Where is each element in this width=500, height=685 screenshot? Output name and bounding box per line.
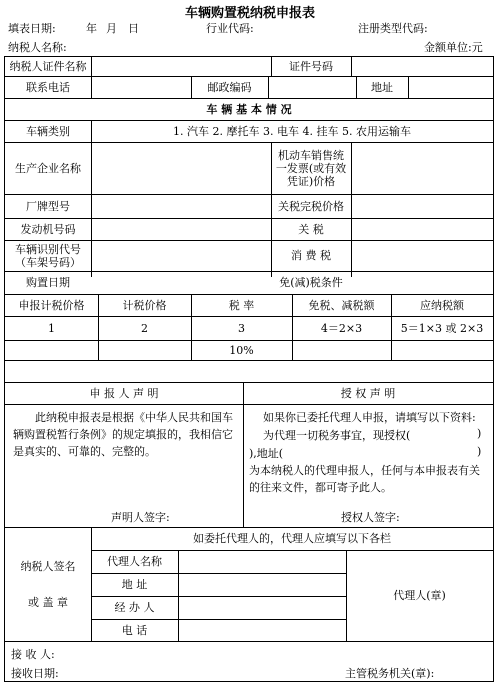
- tax-column-number: 5＝1×3 或 2×3: [400, 321, 484, 335]
- agent-address-label: 地 址: [121, 578, 148, 591]
- declaration-title: 申 报 人 声 明: [89, 386, 159, 400]
- declarant-signature-label: 声明人签字:: [111, 511, 170, 524]
- agent-name-label: 代理人名称: [107, 555, 162, 568]
- tax-column-number: 1: [48, 321, 55, 335]
- day-label: 日: [128, 22, 139, 35]
- customs-value-label: 关税完税价格: [278, 199, 344, 213]
- year-label: 年: [86, 22, 97, 35]
- tax-column-number: 2: [141, 321, 148, 335]
- vin-label: 车辆识别代号（车架号码）: [15, 242, 81, 269]
- rule: [268, 76, 269, 98]
- agent-seal-label: 代理人(章): [393, 589, 446, 602]
- tax-header: 应纳税额: [420, 298, 464, 312]
- or-seal-label: 或 盖 章: [28, 595, 68, 609]
- phone-label: 联系电话: [26, 80, 70, 94]
- taxpayer-name-label: 纳税人名称:: [8, 41, 67, 54]
- vehicle-type-options: 1. 汽车 2. 摩托车 3. 电车 4. 挂车 5. 农用运输车: [173, 124, 411, 138]
- engine-number-label: 发动机号码: [20, 222, 76, 236]
- agent-phone-label: 电 话: [121, 623, 148, 637]
- rule: [91, 57, 92, 98]
- tax-rate-value: 10%: [229, 343, 254, 357]
- fill-date-label: 填表日期:: [8, 22, 56, 35]
- industry-code-label: 行业代码:: [206, 22, 254, 35]
- authorization-line-2-end: ): [477, 427, 482, 440]
- authorization-line-2: 为代理一切税务事宜，现授权(: [263, 429, 411, 442]
- authorization-line-3: ),地址(: [249, 447, 284, 460]
- manufacturer-label: 生产企业名称: [15, 161, 81, 175]
- tax-declaration-form: [4, 56, 494, 682]
- tax-column-number: 3: [238, 321, 245, 335]
- declaration-text: 此纳税申报表是根据《中华人民共和国车辆购置税暂行条例》的规定填报的，我相信它是真实的、可靠的、完整的。: [13, 411, 233, 458]
- authorization-line-3-end: ): [477, 445, 482, 458]
- agent-banner: 如委托代理人的，代理人应填写以下各栏: [193, 532, 391, 545]
- rule: [351, 142, 352, 277]
- consumption-tax-label: 消 费 税: [291, 249, 331, 262]
- purchase-date-label: 购置日期: [26, 276, 70, 289]
- receiver-label: 接 收 人:: [11, 648, 55, 661]
- authorization-line-4: 为本纳税人的代理申报人，任何与本申报表有关的往来文件，都可寄予此人。: [249, 464, 480, 494]
- id-type-label: 纳税人证件名称: [9, 60, 87, 73]
- rule: [5, 641, 493, 642]
- address-label: 地址: [371, 80, 393, 94]
- tax-office-seal-label: 主管税务机关(章):: [345, 667, 435, 680]
- rule: [5, 360, 493, 361]
- authorization-line-1: 如果你已委托代理人申报，请填写以下资料:: [263, 411, 476, 424]
- postcode-label: 邮政编码: [207, 80, 252, 94]
- tax-header: 税 率: [228, 298, 255, 312]
- taxpayer-sign-label: 纳税人签名: [20, 559, 76, 573]
- tax-header: 申报计税价格: [18, 298, 85, 312]
- rule: [91, 120, 92, 277]
- vehicle-section-title: 车 辆 基 本 情 况: [206, 102, 292, 116]
- registration-type-label: 注册类型代码:: [358, 22, 428, 35]
- rule: [351, 57, 352, 76]
- form-title: 车辆购置税纳税申报表: [184, 6, 315, 21]
- amount-unit-label: 金额单位:元: [424, 41, 483, 54]
- invoice-price-label: 机动车销售统一发票(或有效凭证)价格: [275, 148, 347, 188]
- model-label: 厂牌型号: [26, 199, 70, 213]
- customs-duty-label: 关 税: [298, 222, 324, 236]
- receive-date-label: 接收日期:: [11, 667, 59, 680]
- tax-header: 计税价格: [122, 298, 167, 312]
- tax-header: 免税、减税额: [308, 298, 375, 312]
- tax-column-number: 4＝2×3: [320, 321, 363, 335]
- exemption-condition-label: 免(减)税条件: [279, 276, 343, 289]
- rule: [408, 76, 409, 98]
- authorizer-signature-label: 授权人签字:: [341, 511, 400, 524]
- handler-label: 经 办 人: [114, 601, 155, 614]
- vehicle-type-label: 车辆类别: [26, 124, 70, 138]
- authorization-title: 授 权 声 明: [340, 386, 396, 400]
- id-number-label: 证件号码: [289, 60, 333, 73]
- rule: [5, 404, 493, 405]
- month-label: 月: [106, 22, 117, 35]
- rule: [178, 550, 179, 641]
